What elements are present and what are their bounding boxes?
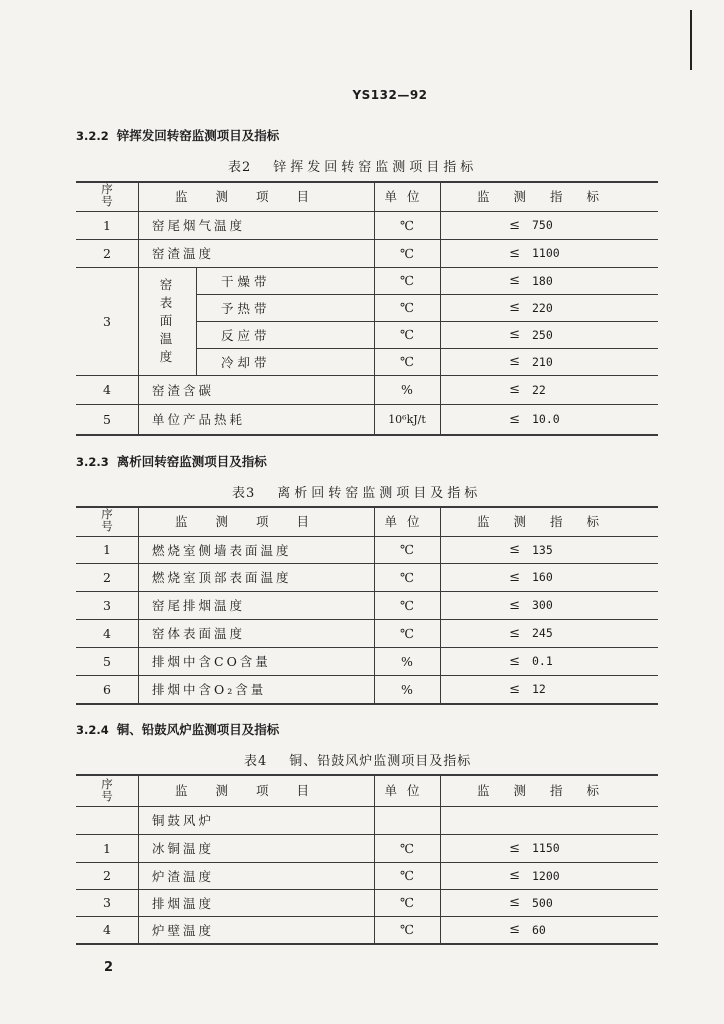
table-row: 6 排烟中含O₂含量 % ≤ 12 [103,681,546,697]
table2-label: 表2 [228,160,252,175]
group-subrow: 反应带 ℃ ≤ 250 [221,327,553,343]
header-unit: 单位 [384,189,430,204]
table4-subheading-row: 铜鼓风炉 [152,813,215,828]
table4-caption: 表4 铜、铅鼓风炉监测项目及指标 [244,754,472,769]
header-indicator: 监测指标 [476,189,623,204]
table-row: 3 排烟温度 ℃ ≤ 500 [103,895,553,911]
group-subrow: 予热带 ℃ ≤ 220 [221,300,553,316]
section-heading-3-2-4: 3.2.4 铜、铅鼓风炉监测项目及指标 [76,722,280,737]
table-row: 1 窑尾烟气温度 ℃ ≤ 750 [103,217,553,233]
table-row: 3 窑尾排烟温度 ℃ ≤ 300 [103,597,553,613]
table3-caption: 表3 离析回转窑监测项目及指标 [232,486,482,501]
table-row: 4 窑渣含碳 % ≤ 22 [103,382,546,398]
margin-mark [690,10,692,70]
table-row: 2 窑渣温度 ℃ ≤ 1100 [103,245,560,261]
table4-header-row: 序 号 监测项目 单位 监测指标 [101,777,623,803]
group-subrow: 干燥带 ℃ ≤ 180 [221,273,553,289]
table-row: 2 燃烧室顶部表面温度 ℃ ≤ 160 [103,569,553,585]
header-item: 监测项目 [174,189,337,204]
group-no: 3 [103,313,111,329]
table2-caption [228,156,477,175]
page-number: 2 [104,960,114,975]
section-number: 3.2.2 [76,129,109,143]
table-row: 4 窑体表面温度 ℃ ≤ 245 [103,625,553,641]
table-row: 1 燃烧室侧墙表面温度 ℃ ≤ 135 [103,542,553,558]
table-row: 1 冰铜温度 ℃ ≤ 1150 [103,840,560,856]
table-row: 4 炉壁温度 ℃ ≤ 60 [103,922,546,938]
table-row: 2 炉渣温度 ℃ ≤ 1200 [103,868,560,884]
group-subrow: 冷却带 ℃ ≤ 210 [221,354,553,370]
table2-title: 锌挥发回转窑监测项目指标 [273,160,478,175]
group-label: 窑 表 面 温 度 [159,277,173,364]
table2-header-row [76,181,658,211]
section-heading-3-2-3: 3.2.3 离析回转窑监测项目及指标 [76,454,267,469]
section-heading-3-2-2 [76,126,279,144]
document-code: YS132—92 [352,88,428,102]
table-row: 5 单位产品热耗 10⁶kJ/t ≤ 10.0 [103,411,560,427]
section-title: 锌挥发回转窑监测项目及指标 [116,128,280,143]
table-row: 5 排烟中含CO含量 % ≤ 0.1 [103,653,553,669]
header-no: 序 号 [101,182,113,208]
table3-header-row: 序 号 监测项目 单位 监测指标 [101,507,623,533]
